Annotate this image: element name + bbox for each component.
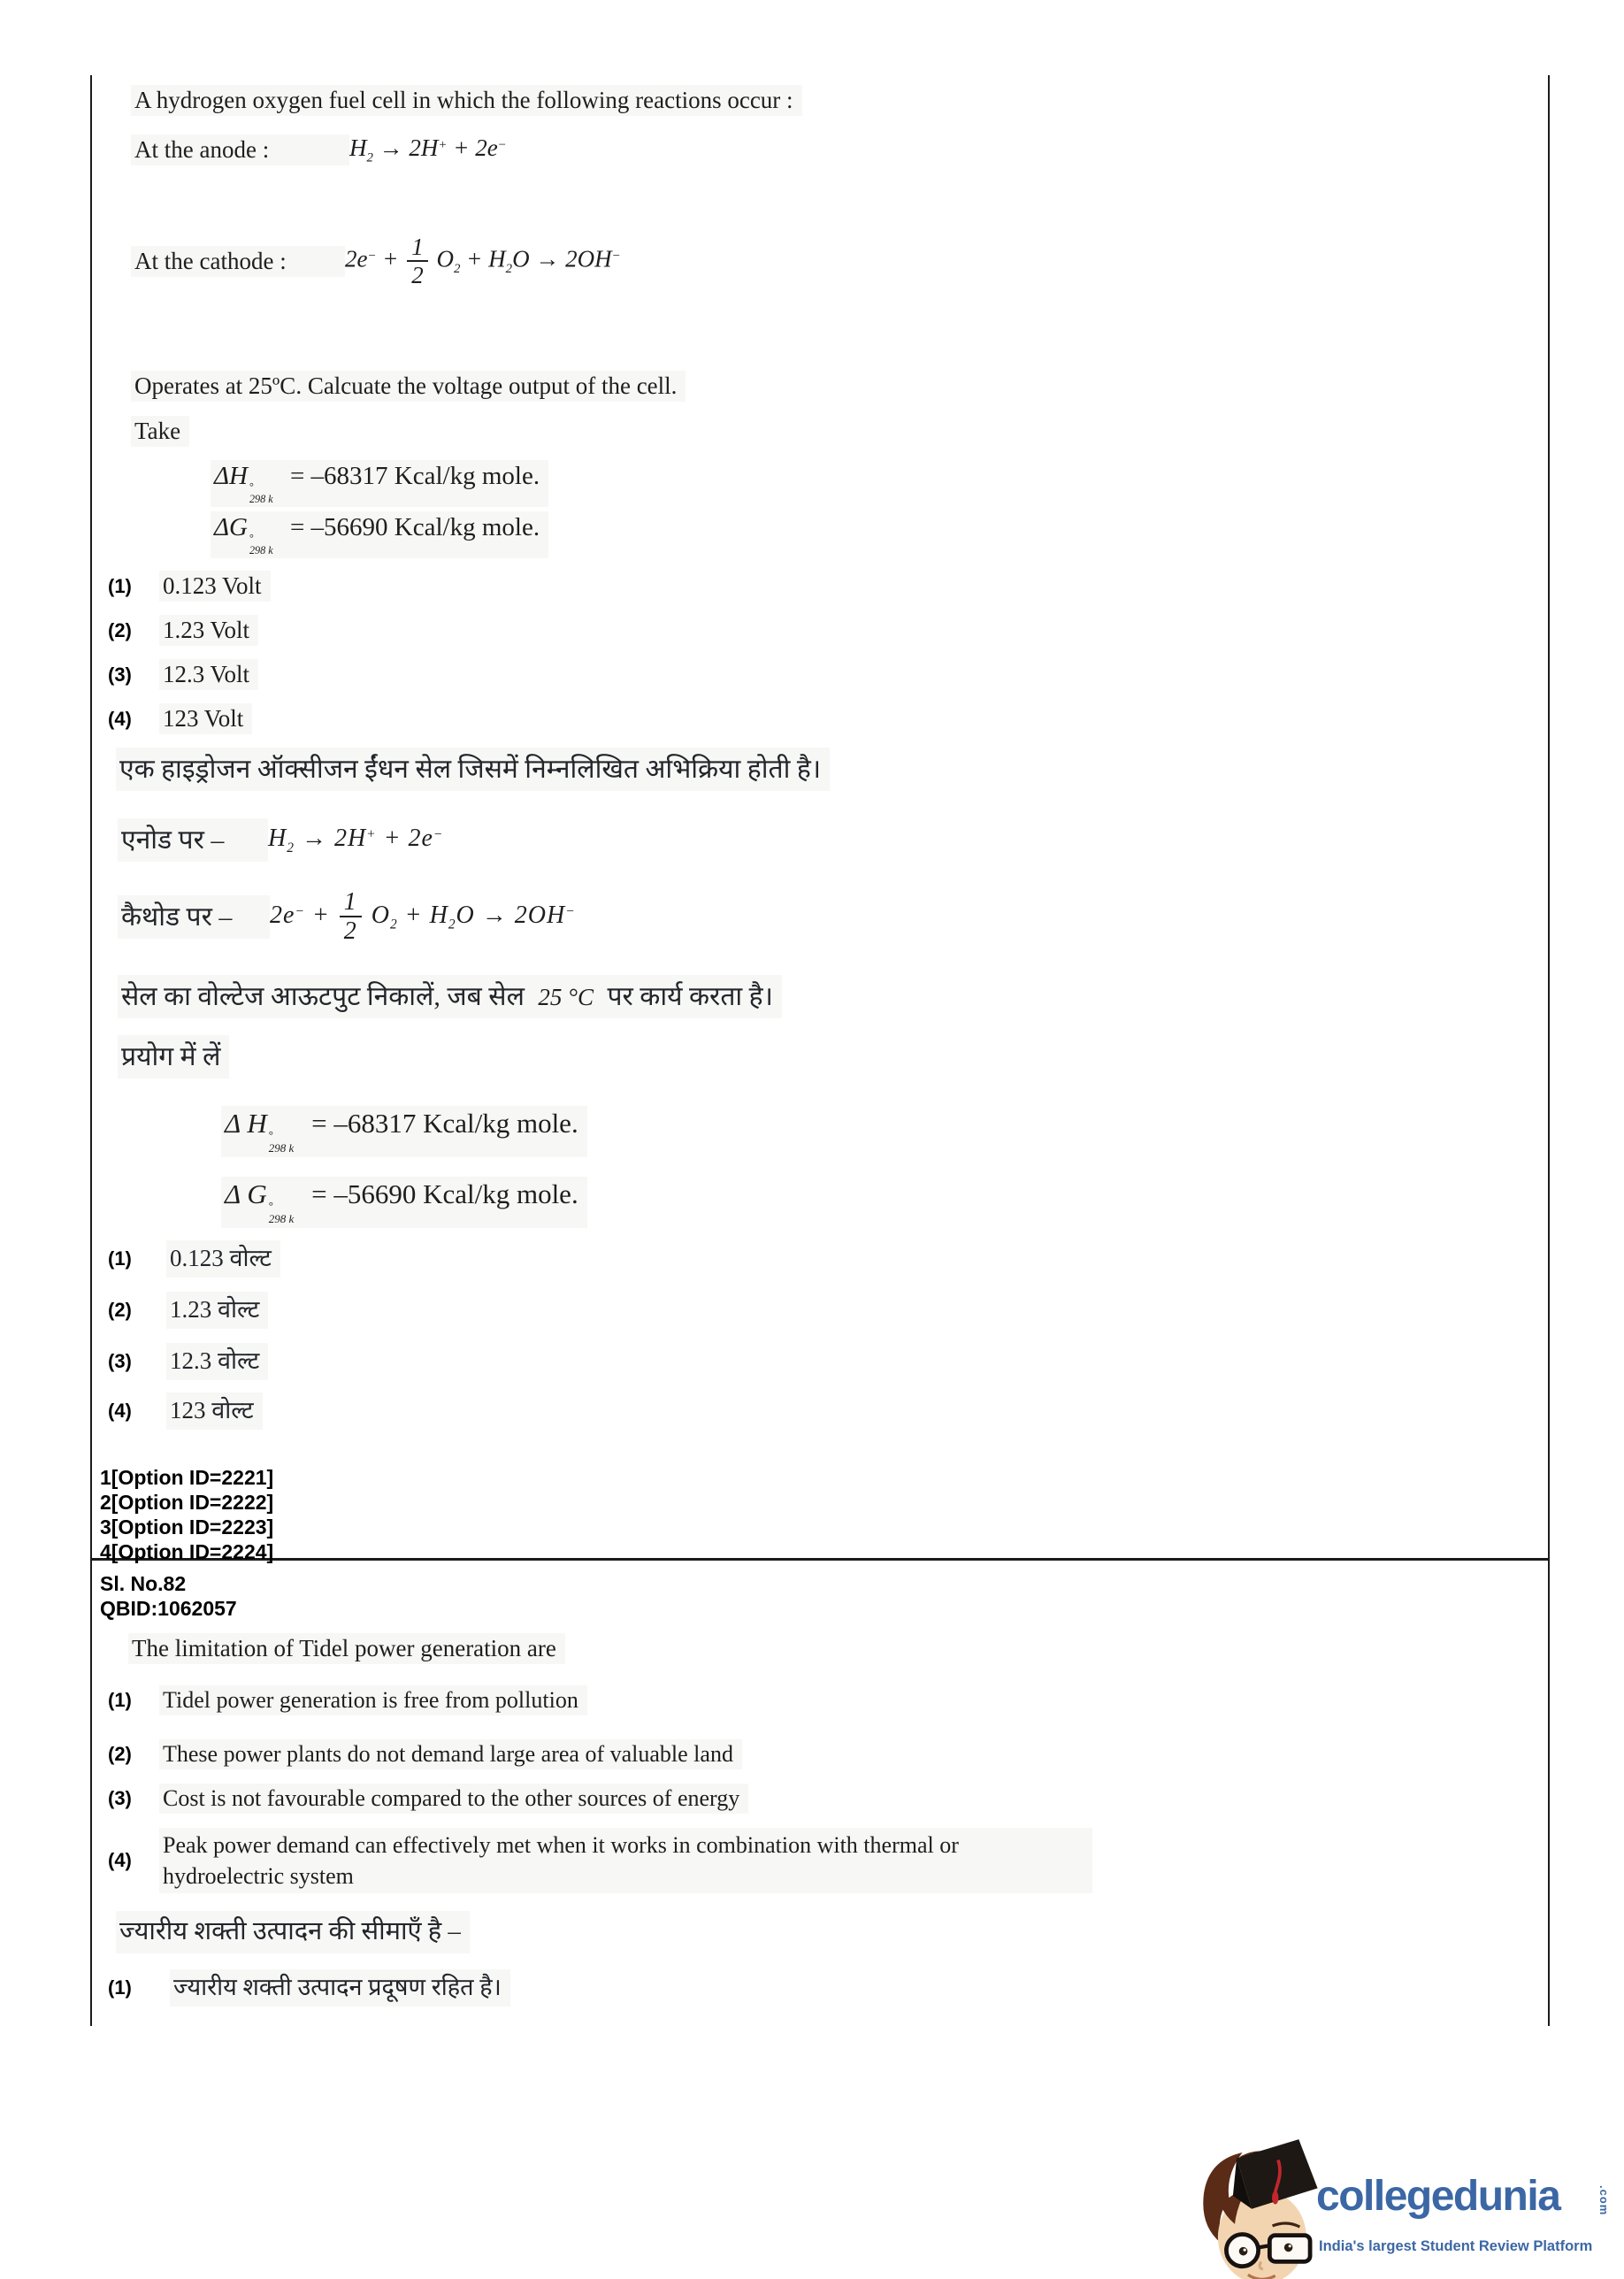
option-marker: (1)	[108, 574, 132, 597]
q81-option-hi-1	[108, 1240, 280, 1278]
q82-option-hi-1	[108, 1969, 510, 2007]
option-id-line: 3[Option ID=2223]	[100, 1515, 274, 1539]
q81-option-id-block	[100, 1465, 273, 1564]
brand-tld: .com	[1597, 2185, 1611, 2216]
q81-option-en-1	[108, 571, 271, 602]
q81-delta-h-hi: Δ H ° 298 k = –68317 Kcal/kg mole.	[221, 1106, 587, 1157]
q81-anode-formula: $H_2 \to 2H^+ + 2e^-$	[349, 134, 507, 165]
option-id-line: 4[Option ID=2224]	[100, 1540, 274, 1563]
q82-meta-block	[100, 1571, 237, 1621]
option-marker: (4)	[108, 1399, 132, 1422]
q81-anode-label: At the anode :	[131, 134, 349, 165]
graduate-boy-mascot-icon	[1191, 2137, 1323, 2279]
q81-anode-row	[131, 134, 507, 166]
table-row-separator	[90, 1558, 1550, 1561]
q81-cathode-row-hi	[118, 876, 576, 957]
option-marker: (1)	[108, 1689, 132, 1711]
q82-option-en-2	[108, 1739, 742, 1769]
option-text: 12.3 वोल्ट	[166, 1343, 268, 1380]
q81-delta-g-en: ΔG ° 298 k = –56690 Kcal/kg mole.	[211, 511, 548, 558]
option-marker: (3)	[108, 663, 132, 686]
q81-anode-formula-hi: $H_2 \to 2H^+ + 2e^-$	[268, 824, 444, 856]
q81-cathode-formula-hi: 2e− + $\frac{1}{2}$ $O_2 + H_2O \to 2OH^-$	[270, 887, 576, 945]
q82-qbid: QBID:1062057	[100, 1597, 237, 1620]
option-id-line: 1[Option ID=2221]	[100, 1466, 274, 1489]
q81-use-label-hi: प्रयोग में लें	[118, 1035, 229, 1078]
option-text: 123 Volt	[159, 703, 252, 734]
q81-delta-g-hi: Δ G ° 298 k = –56690 Kcal/kg mole.	[221, 1177, 587, 1228]
q82-option-en-1	[108, 1685, 587, 1715]
option-text: Peak power demand can effectively met when it works in combination with thermal or hydroelectric system	[159, 1828, 1092, 1893]
q81-operates-line: Operates at 25ºC. Calcuate the voltage output of the cell.	[131, 371, 686, 402]
option-text: ज्यारीय शक्ती उत्पादन प्रदूषण रहित है।	[170, 1969, 510, 2007]
q81-anode-row-hi	[118, 818, 443, 862]
q81-cathode-label: At the cathode :	[131, 246, 345, 277]
option-text: Cost is not favourable compared to the other sources of energy	[159, 1784, 748, 1814]
q81-cathode-formula: 2e− + $\frac{1}{2}$ $O_2 + H_2O \to 2OH^-$	[345, 233, 621, 288]
option-marker: (3)	[108, 1787, 132, 1809]
q81-option-en-4	[108, 703, 252, 734]
q81-voltage-line-hi	[118, 975, 782, 1018]
option-text: 0.123 Volt	[159, 571, 271, 602]
option-text: These power plants do not demand large area of valuable land	[159, 1739, 742, 1769]
option-marker: (3)	[108, 1349, 132, 1372]
q82-option-en-3	[108, 1784, 748, 1814]
voltage-line-post: पर कार्य करता है।	[607, 982, 773, 1011]
q82-option-en-4	[108, 1828, 1092, 1893]
option-marker: (1)	[108, 1976, 132, 1999]
option-text: 1.23 वोल्ट	[166, 1292, 268, 1329]
q81-option-hi-3	[108, 1343, 268, 1380]
option-marker: (4)	[108, 1849, 132, 1872]
voltage-temp: 25 °C	[538, 984, 594, 1010]
q81-cathode-row	[131, 226, 621, 296]
q81-question-en: A hydrogen oxygen fuel cell in which the following reactions occur :	[131, 85, 802, 116]
q81-option-en-3	[108, 659, 258, 690]
option-text: 1.23 Volt	[159, 615, 258, 646]
option-text: Tidel power generation is free from pollution	[159, 1685, 587, 1715]
q81-option-hi-2	[108, 1292, 268, 1329]
option-marker: (4)	[108, 707, 132, 730]
q81-anode-label-hi: एनोड पर –	[118, 818, 268, 862]
q81-option-hi-4	[108, 1393, 263, 1430]
option-text: 0.123 वोल्ट	[166, 1240, 280, 1278]
q81-take-label: Take	[131, 416, 189, 447]
q81-cathode-label-hi: कैथोड पर –	[118, 895, 270, 939]
q81-option-en-2	[108, 615, 258, 646]
option-marker: (2)	[108, 1298, 132, 1321]
q82-question-hi: ज्यारीय शक्ती उत्पादन की सीमाएँ है –	[116, 1911, 470, 1953]
option-text: 12.3 Volt	[159, 659, 258, 690]
brand-tagline: India's largest Student Review Platform	[1319, 2238, 1593, 2254]
brand-name: collegedunia	[1316, 2173, 1560, 2220]
collegedunia-logo	[1184, 2130, 1624, 2279]
q81-delta-h-en: ΔH ° 298 k = –68317 Kcal/kg mole.	[211, 460, 548, 507]
option-text: 123 वोल्ट	[166, 1393, 263, 1430]
option-marker: (2)	[108, 1743, 132, 1765]
option-id-line: 2[Option ID=2222]	[100, 1491, 274, 1514]
option-marker: (1)	[108, 1247, 132, 1270]
q82-sl-no: Sl. No.82	[100, 1572, 187, 1595]
voltage-line-pre: सेल का वोल्टेज आऊटपुट निकालें, जब सेल	[121, 982, 525, 1011]
question-table-frame	[90, 75, 1550, 2026]
q81-question-hi: एक हाइड्रोजन ऑक्सीजन ईंधन सेल जिसमें निम्नलिखित अभिक्रिया होती है।	[116, 748, 830, 791]
q82-question-en: The limitation of Tidel power generation are	[128, 1633, 565, 1664]
option-marker: (2)	[108, 618, 132, 641]
